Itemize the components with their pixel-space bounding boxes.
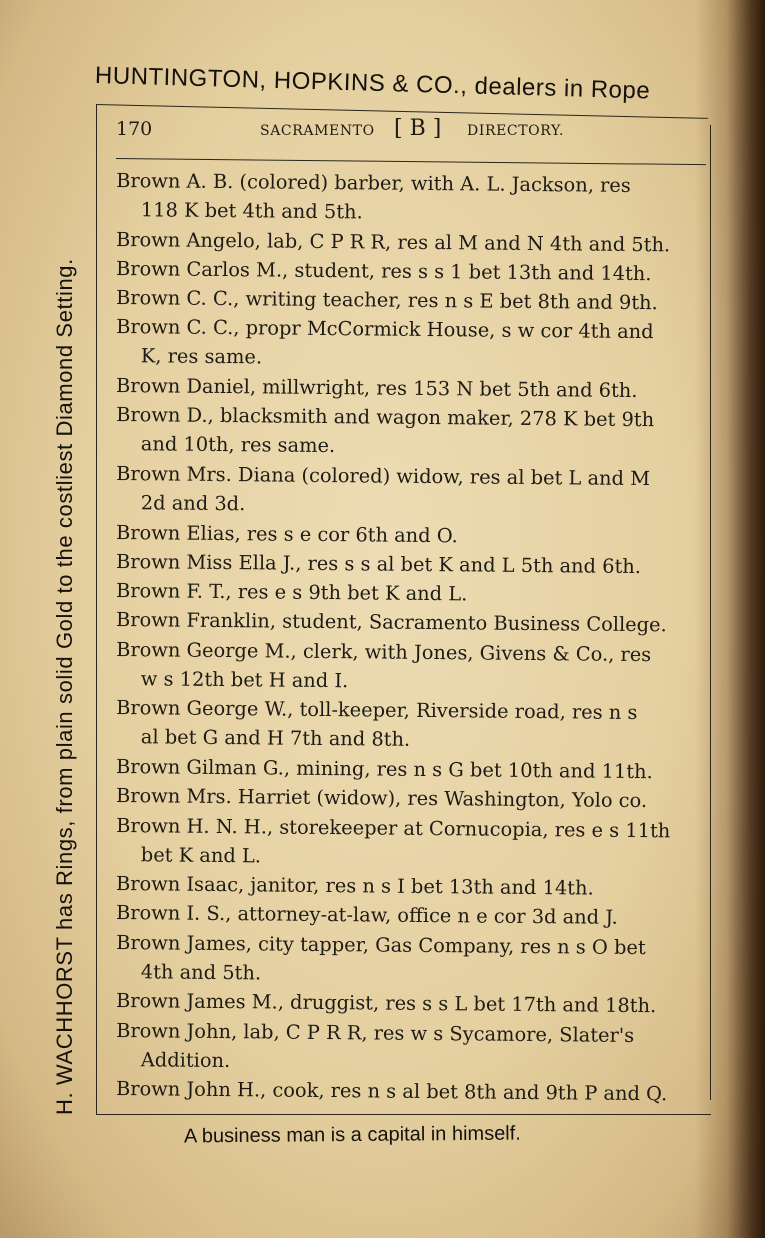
directory-entry: Brown I. S., attorney-at-law, office n e cor 3d and J. — [115, 901, 618, 930]
side-advertisement: H. WACHHORST has Rings, from plain solid Gold to the costliest Diamond Setting. — [52, 258, 77, 1115]
directory-entry: Brown H. N. H., storekeeper at Cornucopia, res e s 11th bet K and L. — [116, 813, 671, 868]
directory-entry: Brown C. C., propr McCormick House, s w cor 4th and K, res same. — [116, 315, 654, 370]
directory-entry: Brown Mrs. Diana (colored) widow, res al bet L and M 2d and 3d. — [116, 461, 651, 516]
page-number: 170 — [116, 118, 153, 140]
directory-entry: Brown C. C., writing teacher, res n s E bet 8th and 9th. — [115, 286, 658, 315]
directory-entry: Brown Miss Ella J., res s s al bet K and L 5th and 6th. — [115, 549, 642, 578]
top-advertisement: HUNTINGTON, HOPKINS & CO., dealers in Rope — [94, 62, 651, 105]
frame-right-line — [710, 125, 711, 1100]
directory-entry: Brown John H., cook, res n s al bet 8th and 9th P and Q. — [115, 1077, 668, 1106]
directory-entry: Brown D., blacksmith and wagon maker, 278 K bet 9th and 10th, res same. — [116, 403, 655, 458]
directory-entry: Brown James M., druggist, res s s L bet 17th and 18th. — [115, 989, 657, 1018]
directory-entry: Brown Gilman G., mining, res n s G bet 10th and 11th. — [115, 754, 653, 784]
directory-entry: Brown John, lab, C P R R, res w s Sycamore, Slater's Addition. — [116, 1018, 635, 1073]
header-letter: [ B ] — [394, 116, 442, 141]
directory-entry: Brown Elias, res s e cor 6th and O. — [115, 520, 458, 547]
directory-entry: Brown Mrs. Harriet (widow), res Washington, Yolo co. — [115, 784, 648, 813]
directory-entry: Brown Carlos M., student, res s s 1 bet 13th and 14th. — [115, 256, 652, 286]
directory-entry: Brown Angelo, lab, C P R R, res al M and N 4th and 5th. — [115, 227, 671, 256]
header-directory: DIRECTORY. — [467, 123, 565, 139]
directory-entries — [116, 166, 704, 1104]
directory-entry: Brown George W., toll-keeper, Riverside road, res n s al bet G and H 7th and 8th. — [116, 696, 638, 752]
directory-entry: Brown Franklin, student, Sacramento Business College. — [115, 608, 667, 637]
running-header — [116, 118, 706, 148]
directory-entry: Brown Isaac, janitor, res n s I bet 13th and 14th. — [115, 872, 594, 900]
header-city: SACRAMENTO — [260, 123, 375, 139]
directory-entry: Brown F. T., res e s 9th bet K and L. — [115, 579, 468, 606]
bottom-advertisement: A business man is a capital in himself. — [183, 1122, 521, 1148]
directory-entry: Brown James, city tapper, Gas Company, res n s O bet 4th and 5th. — [116, 930, 646, 985]
directory-entry: Brown Daniel, millwright, res 153 N bet 5th and 6th. — [115, 374, 638, 403]
directory-entry: Brown A. B. (colored) barber, with A. L. Jackson, res 118 K bet 4th and 5th. — [116, 169, 631, 224]
directory-entry: Brown George M., clerk, with Jones, Givens & Co., res w s 12th bet H and I. — [116, 637, 652, 693]
